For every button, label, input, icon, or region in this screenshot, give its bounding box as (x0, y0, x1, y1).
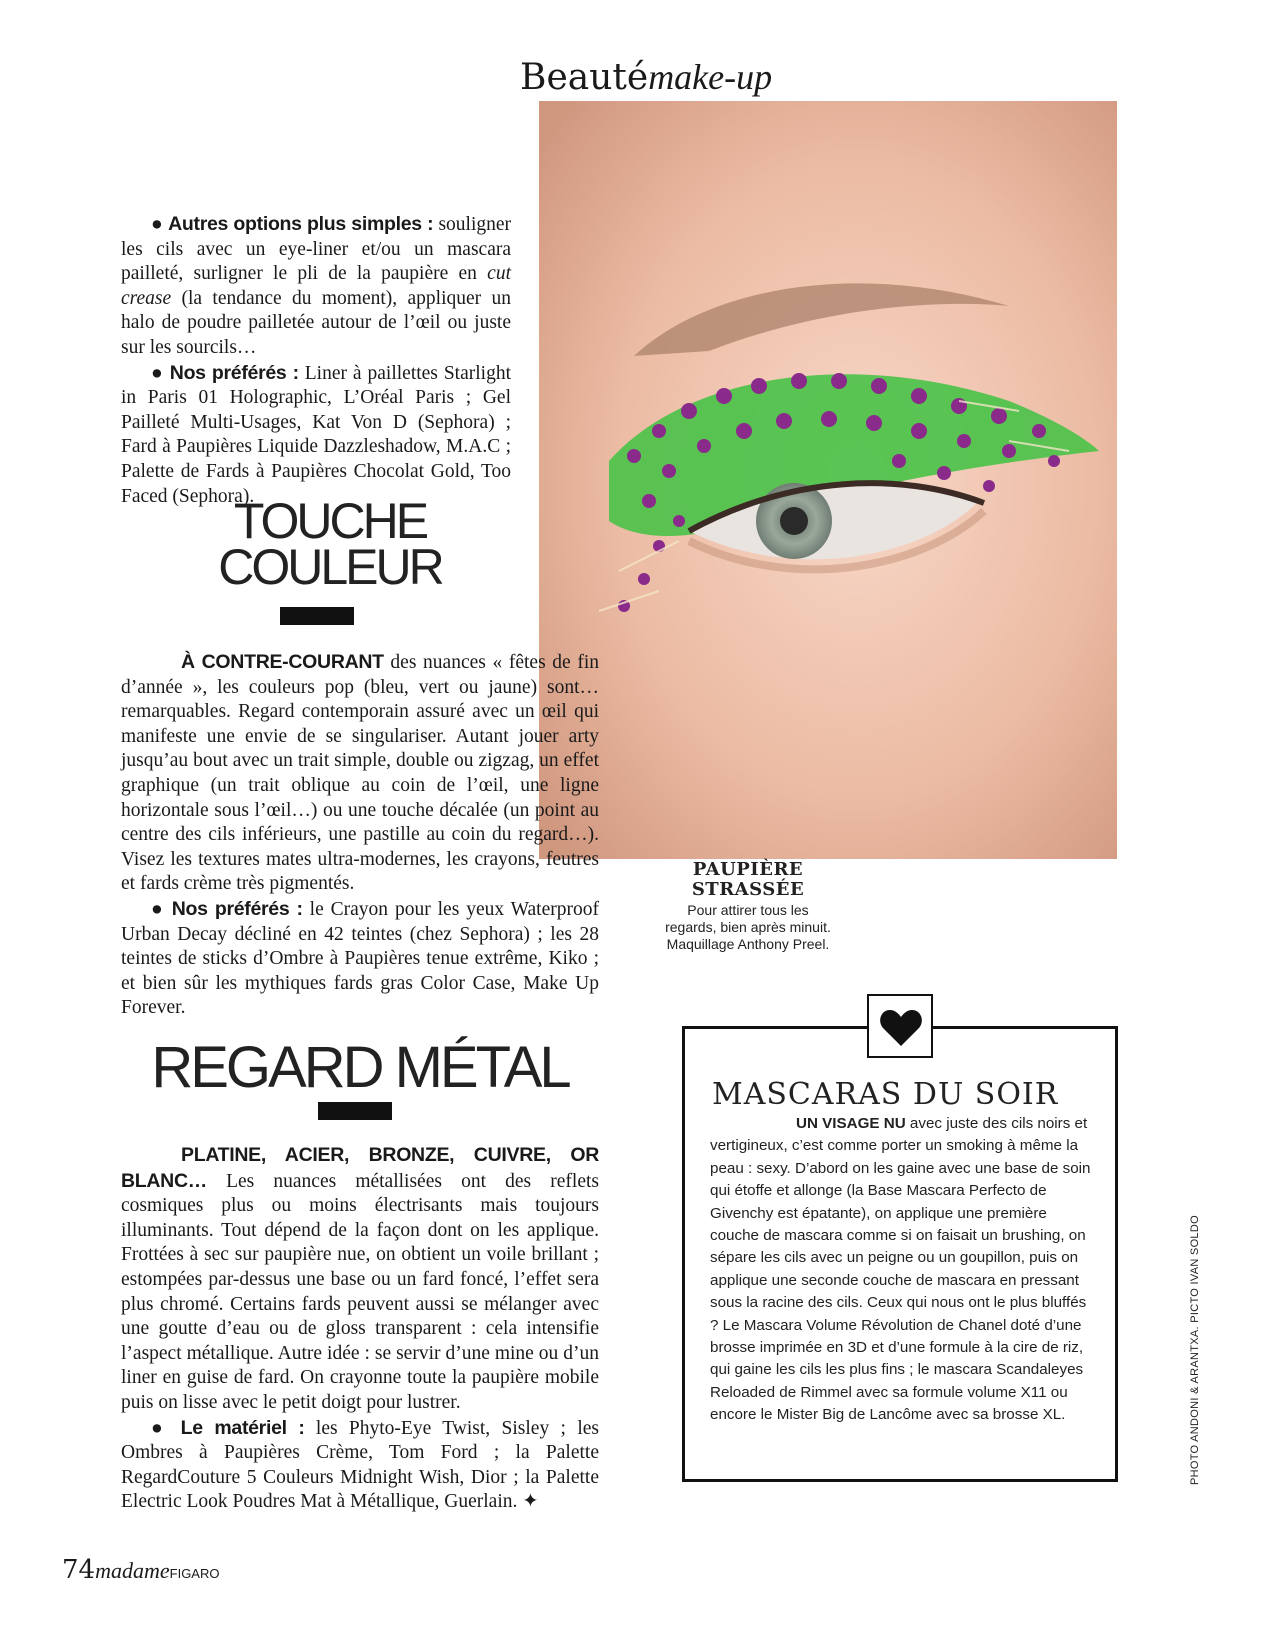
heading-line-1: TOUCHE (233, 493, 427, 549)
caption-title-line-2: STRASSÉE (691, 879, 805, 900)
lead-contre-courant: À CONTRE-COURANT (181, 651, 384, 673)
page-folio (62, 1555, 219, 1585)
photo-caption-title (660, 860, 836, 900)
bullet-icon: ● (151, 214, 169, 235)
section-header (520, 56, 772, 98)
text-materiel: les Phyto-Eye Twist, Sisley ; les Ombres à Paupières Crème, Tom Ford ; la Palette RegardCouture 5 Couleurs Midnight Wish, Dior ; la Palette Electric Look Poudres Mat à Métallique, Guerlain. ✦ (121, 1417, 599, 1513)
box-body: avec juste des cils noirs et vertigineux, c’est comme porter un smoking à même la peau : sexy. D’abord on les gaine avec une base de soin qui étoffe et allonge (la Base Mascara Perfecto de Givenchy est épatante), on applique une première couche de mascara comme si on faisait un brushing, on sépare les cils avec un peigne ou un goupillon, puis on applique une seconde couche de mascara en pressant sous la racine des cils. Ceux qui nous ont le plus bluffés ? Le Mascara Volume Révolution de Chanel doté d’une brosse imprimée en 3D et d’une formule à la cire de riz, qui gaine les cils les plus fins ; le mascara Scandaleyes Reloaded de Rimmel avec sa formule volume X11 ou encore le Mister Big de Lancôme avec sa brosse XL. (710, 1115, 1091, 1424)
regard-metal-text (121, 1143, 599, 1515)
lead-platine: PLATINE, ACIER, BRONZE, CUIVRE, OR BLANC… (121, 1144, 599, 1192)
text-platine: Les nuances métallisées ont des reflets cosmiques plus ou moins électrisants mais toujours illuminants. Tout dépend de la façon dont on les applique. Frottées à sec sur paupière nue, on obtient un voile brillant ; estompées par-dessus une base ou un fard foncé, l’effet sera plus chromé. Certains fards peuvent aussi se mélanger avec une goutte d’eau ou de gloss transparent : cela intensifie l’aspect métallique. Autre idée : se servir d’une mine ou d’un liner en guise de fard. On crayonne toute la paupière mobile puis on lisse avec le petit doigt pour lustrer. (121, 1170, 599, 1413)
photo-credit (1189, 1215, 1203, 1485)
photo-credit-text: PHOTO ANDONI & ARANTXA. PICTO IVAN SOLDO (1189, 1215, 1201, 1485)
italic-cut-crease: cut crease (121, 263, 511, 309)
heading-touche-couleur (190, 493, 470, 595)
heart-badge (867, 994, 933, 1058)
text-autres-options-2: (la tendance du moment), appliquer un halo de poudre pailletée autour de l’œil ou juste sur les sourcils… (121, 287, 511, 358)
box-text (710, 1113, 1094, 1427)
intro-text (121, 212, 511, 509)
box-top-border-right (933, 1026, 1118, 1029)
subsection-label: make-up (648, 57, 773, 97)
text-nos-preferes-1: Liner à paillettes Starlight in Paris 01 Holographic, L’Oréal Paris ; Gel Pailleté Multi-Usages, Kat Von D (Sephora) ; Fard à Paupières Liquide Dazzleshadow, M.A.C ; Palette de Fards à Paupières Chocolat Gold, Too Faced (Sephora). (121, 362, 511, 507)
brand-madame: madame (95, 1558, 170, 1583)
section-label: Beauté (520, 57, 649, 98)
text-nos-preferes-2: le Crayon pour les yeux Waterproof Urban Decay décliné en 42 teintes (chez Sephora) ; les 28 teintes de sticks d’Ombre à Paupières tenue extrême, Kiko ; et bien sûr les mythiques fards gras Color Case, Make Up Forever. (121, 898, 599, 1019)
lead-nos-preferes-2: Nos préférés : (171, 897, 303, 920)
bullet-icon: ● (151, 898, 172, 920)
box-top-border-left (682, 1026, 867, 1029)
caption-title-line-1: PAUPIÈRE (692, 859, 804, 880)
text-contre-courant: des nuances « fêtes de fin d’année », les couleurs pop (bleu, vert ou jaune) sont… remarquables. Regard contemporain assuré avec un œil qui manifeste une envie de se singulariser. Autant jouer arty jusqu’au bout avec un trait simple, double ou zigzag, un effet graphique (un trait oblique au coin de l’œil, une ligne horizontale sous l’œil…) ou une touche décalée (un point au centre des cils inférieurs, une pastille au coin du regard…). Visez les textures mates ultra-modernes, les crayons, feutres et fards crème très pigmentés. (121, 652, 599, 895)
heading-regard-metal: REGARD MÉTAL (151, 1035, 569, 1100)
page-number: 74 (62, 1555, 96, 1585)
heading-line-2: COULEUR (218, 539, 442, 595)
touche-couleur-text (121, 650, 599, 1021)
brand-figaro: FIGARO (169, 1566, 220, 1581)
divider-bar (318, 1102, 392, 1120)
bullet-icon: ● (151, 362, 170, 384)
photo-caption-text: Pour attirer tous les regards, bien après minuit. Maquillage Anthony Preel. (665, 902, 831, 952)
lead-nos-preferes-1: Nos préférés : (169, 361, 299, 384)
box-title: MASCARAS DU SOIR (712, 1077, 1059, 1112)
box-lead: UN VISAGE NU (796, 1115, 906, 1132)
bullet-icon: ● (151, 1417, 181, 1439)
lead-autres-options: Autres options plus simples : (168, 213, 434, 235)
eye-makeup-photo (539, 101, 1117, 859)
eye-illustration (539, 101, 1117, 859)
divider-bar (280, 607, 354, 625)
heart-icon (879, 1008, 923, 1048)
text-autres-options: souligner les cils avec un eye-liner et/ou un mascara pailleté, surligner le pli de la paupière en (121, 214, 512, 285)
lead-materiel: Le matériel : (180, 1416, 305, 1439)
